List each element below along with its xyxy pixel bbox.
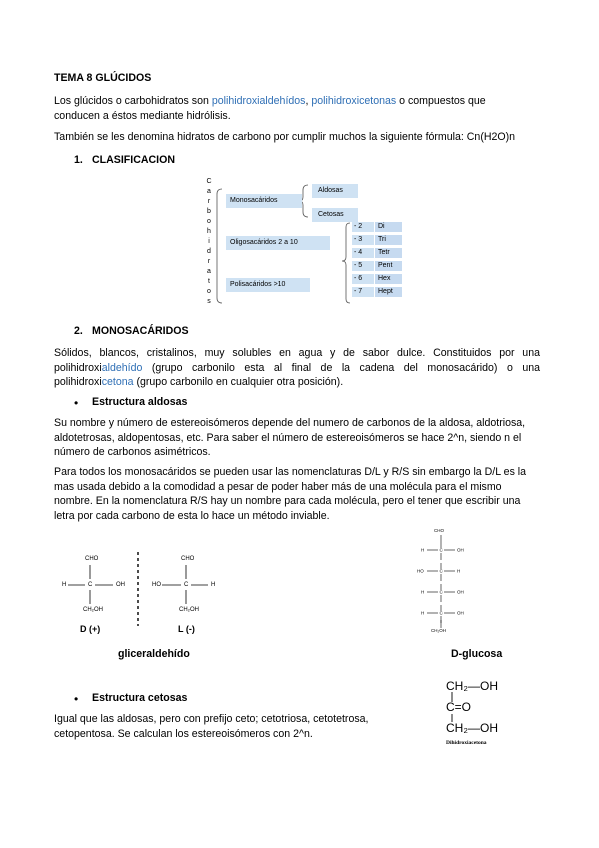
l-c: C bbox=[184, 582, 189, 588]
count-number: - 7 bbox=[352, 287, 374, 297]
glucose-carbon: C bbox=[439, 610, 443, 616]
glucose-structure bbox=[410, 528, 472, 640]
glucose-left-group: H bbox=[421, 589, 425, 595]
d-label: D (+) bbox=[80, 624, 101, 634]
aldosas-p2-line: Para todos los monosacáridos se pueden usar las nomenclaturas D/L y R/S sin embargo la D/L es la bbox=[54, 466, 527, 478]
l-ch2oh: CH₂OH bbox=[179, 607, 199, 613]
section-2-number: 2. bbox=[74, 325, 83, 337]
section-1-number: 1. bbox=[74, 154, 83, 166]
glucose-left-group: HO bbox=[417, 568, 424, 574]
count-name: Pent bbox=[375, 261, 402, 271]
section-2-title: MONOSACÁRIDOS bbox=[92, 325, 189, 337]
vertical-letter: a bbox=[207, 188, 211, 195]
vertical-letter: i bbox=[208, 238, 210, 245]
l-cho: CHO bbox=[181, 556, 195, 562]
vertical-letter: r bbox=[207, 258, 211, 265]
d-ch2oh: CH₂OH bbox=[83, 607, 103, 613]
vertical-letter: t bbox=[208, 278, 210, 285]
vertical-letter: r bbox=[207, 198, 211, 205]
intro-sep: , bbox=[305, 95, 312, 107]
polisacaridos-box bbox=[226, 278, 310, 292]
count-row bbox=[352, 222, 404, 233]
aldosas-p2-line: letra por cada carbono de esta lo hace un método inviable. bbox=[54, 509, 330, 522]
bullet-dot: • bbox=[74, 396, 79, 410]
count-row bbox=[352, 248, 404, 259]
oligosacaridos-label: Oligosacáridos 2 a 10 bbox=[230, 239, 298, 246]
cetosas-paragraph bbox=[54, 712, 394, 741]
l-label: L (-) bbox=[178, 624, 195, 634]
aldosas-paragraph-2 bbox=[54, 465, 546, 523]
aldosas-p1-line: Su nombre y número de estereoisómeros depende del numero de carbonos de la aldosa, aldotriosa, bbox=[54, 417, 526, 429]
classification-diagram bbox=[200, 175, 405, 310]
glucose-right-group: OH bbox=[457, 589, 464, 595]
aldosas-p1-line: aldotetrosas, aldopentosas, etc. Para saber el número de estereoisómeros se hace 2^n, siendo n el bbox=[54, 431, 522, 444]
d-c: C bbox=[88, 582, 93, 588]
d-cho: CHO bbox=[85, 556, 99, 562]
mono-line-3 bbox=[54, 375, 540, 390]
glucose-figure bbox=[410, 528, 472, 640]
vertical-letter: a bbox=[207, 268, 211, 275]
oligosacaridos-box bbox=[226, 236, 330, 250]
count-name: Di bbox=[375, 222, 402, 232]
polihidroxicetonas-link[interactable]: polihidroxicetonas bbox=[311, 95, 397, 107]
glucose-cho: CHO bbox=[434, 528, 444, 533]
vertical-letter: h bbox=[207, 228, 211, 235]
cetosas-label: Cetosas bbox=[318, 211, 344, 218]
bullet-estructura-aldosas: Estructura aldosas bbox=[92, 396, 188, 408]
glucose-caption: D-glucosa bbox=[451, 648, 503, 660]
d-h: H bbox=[62, 582, 67, 588]
formula-line: También se les denomina hidratos de carbono por cumplir muchos la siguiente fórmula: Cn(H2O)n bbox=[54, 131, 516, 143]
count-number: - 6 bbox=[352, 274, 374, 284]
glucose-right-group: OH bbox=[457, 610, 464, 616]
vertical-letter: b bbox=[207, 208, 211, 215]
count-row bbox=[352, 261, 404, 272]
glyceraldehyde-caption: gliceraldehído bbox=[118, 648, 190, 660]
count-name: Hept bbox=[375, 287, 402, 297]
mono-line-3c: (grupo carbonilo en cualquier otra posición). bbox=[133, 376, 344, 388]
count-row bbox=[352, 274, 404, 285]
dha-caption: Dihidroxiacetona bbox=[446, 740, 487, 746]
count-name: Tri bbox=[375, 235, 402, 245]
dha-line-2: C=O bbox=[446, 700, 472, 714]
aldosas-paragraph-1 bbox=[54, 416, 546, 460]
glucose-carbon: C bbox=[439, 547, 443, 553]
l-h: H bbox=[211, 582, 216, 588]
l-ho: HO bbox=[152, 582, 161, 588]
cetosas-line: Igual que las aldosas, pero con prefijo ceto; cetotriosa, cetotetrosa, bbox=[54, 713, 369, 725]
aldosas-p2-line: nombre. En la nomenclatura R/S hay un nombre para cada molécula, pero el tener que escribir una bbox=[54, 495, 521, 507]
aldehido-link[interactable]: aldehído bbox=[101, 361, 143, 374]
vertical-letter: o bbox=[207, 288, 211, 295]
aldosas-box bbox=[312, 184, 358, 198]
glyceraldehyde-figure bbox=[58, 548, 218, 644]
dha-line-1: CH₂—OH bbox=[446, 679, 498, 693]
vertical-letter: d bbox=[207, 248, 211, 255]
count-number: - 5 bbox=[352, 261, 374, 271]
cetosas-line: cetopentosa. Se calculan los estereoisómeros con 2^n. bbox=[54, 727, 313, 740]
section-1-title: CLASIFICACION bbox=[92, 154, 175, 166]
glucose-left-group: H bbox=[421, 610, 425, 616]
count-name: Tetr bbox=[375, 248, 402, 258]
intro-paragraph bbox=[54, 94, 554, 123]
polisacaridos-label: Polisacáridos ˃10 bbox=[230, 281, 286, 288]
glucose-carbon: C bbox=[439, 568, 443, 574]
page-title: TEMA 8 GLÚCIDOS bbox=[54, 72, 152, 84]
intro-after: o compuestos que bbox=[396, 95, 486, 107]
intro-line-2: conducen a éstos mediante hidrólisis. bbox=[54, 109, 231, 122]
bullet-dot: • bbox=[74, 692, 79, 706]
count-row bbox=[352, 287, 404, 298]
count-number: - 3 bbox=[352, 235, 374, 245]
glucose-left-group: H bbox=[421, 547, 425, 553]
polihidroxialdehidos-link[interactable]: polihidroxialdehídos bbox=[211, 95, 306, 107]
intro-text: Los glúcidos o carbohidratos son bbox=[54, 95, 212, 107]
aldosas-p1-line: número de carbonos asimétricos. bbox=[54, 446, 211, 458]
bullet-estructura-cetosas: Estructura cetosas bbox=[92, 692, 188, 704]
mono-line-1: Sólidos, blancos, cristalinos, muy solubles en agua y de sabor dulce. Constituidos por una bbox=[54, 347, 540, 359]
mono-line-2a: polihidroxi bbox=[54, 361, 102, 374]
aldosas-p2-line: mas usada debido a la comodidad a pesar de poder haber más de una molécula para el mismo bbox=[54, 480, 502, 493]
monosacaridos-label: Monosacáridos bbox=[230, 197, 278, 204]
dha-line-3: CH₂—OH bbox=[446, 721, 498, 735]
count-row bbox=[352, 235, 404, 246]
mono-line-2c: (grupo carbonilo esta al final de la cadena del monosacárido) o una bbox=[142, 361, 540, 374]
glucose-ch2oh: CH₂OH bbox=[431, 628, 446, 633]
cetosas-box bbox=[312, 208, 358, 222]
aldosas-label: Aldosas bbox=[318, 187, 343, 194]
mono-line-3a: polihidroxi bbox=[54, 376, 102, 388]
monosacaridos-paragraph bbox=[54, 346, 540, 390]
count-number: - 4 bbox=[352, 248, 374, 258]
glucose-right-group: OH bbox=[457, 547, 464, 553]
count-name: Hex bbox=[375, 274, 402, 284]
cetona-link[interactable]: cetona bbox=[101, 376, 134, 388]
glucose-right-group: H bbox=[457, 568, 461, 574]
vertical-letter: s bbox=[207, 298, 211, 305]
vertical-letter: o bbox=[207, 218, 211, 225]
glucose-carbon: C bbox=[439, 589, 443, 595]
monosacaridos-box bbox=[226, 194, 302, 208]
vertical-letter: C bbox=[206, 178, 212, 185]
dihydroxyacetone-figure bbox=[440, 676, 520, 751]
mono-line-2 bbox=[54, 361, 540, 376]
count-number: - 2 bbox=[352, 222, 374, 232]
intro-line-1 bbox=[54, 94, 554, 109]
d-oh: OH bbox=[116, 582, 125, 588]
